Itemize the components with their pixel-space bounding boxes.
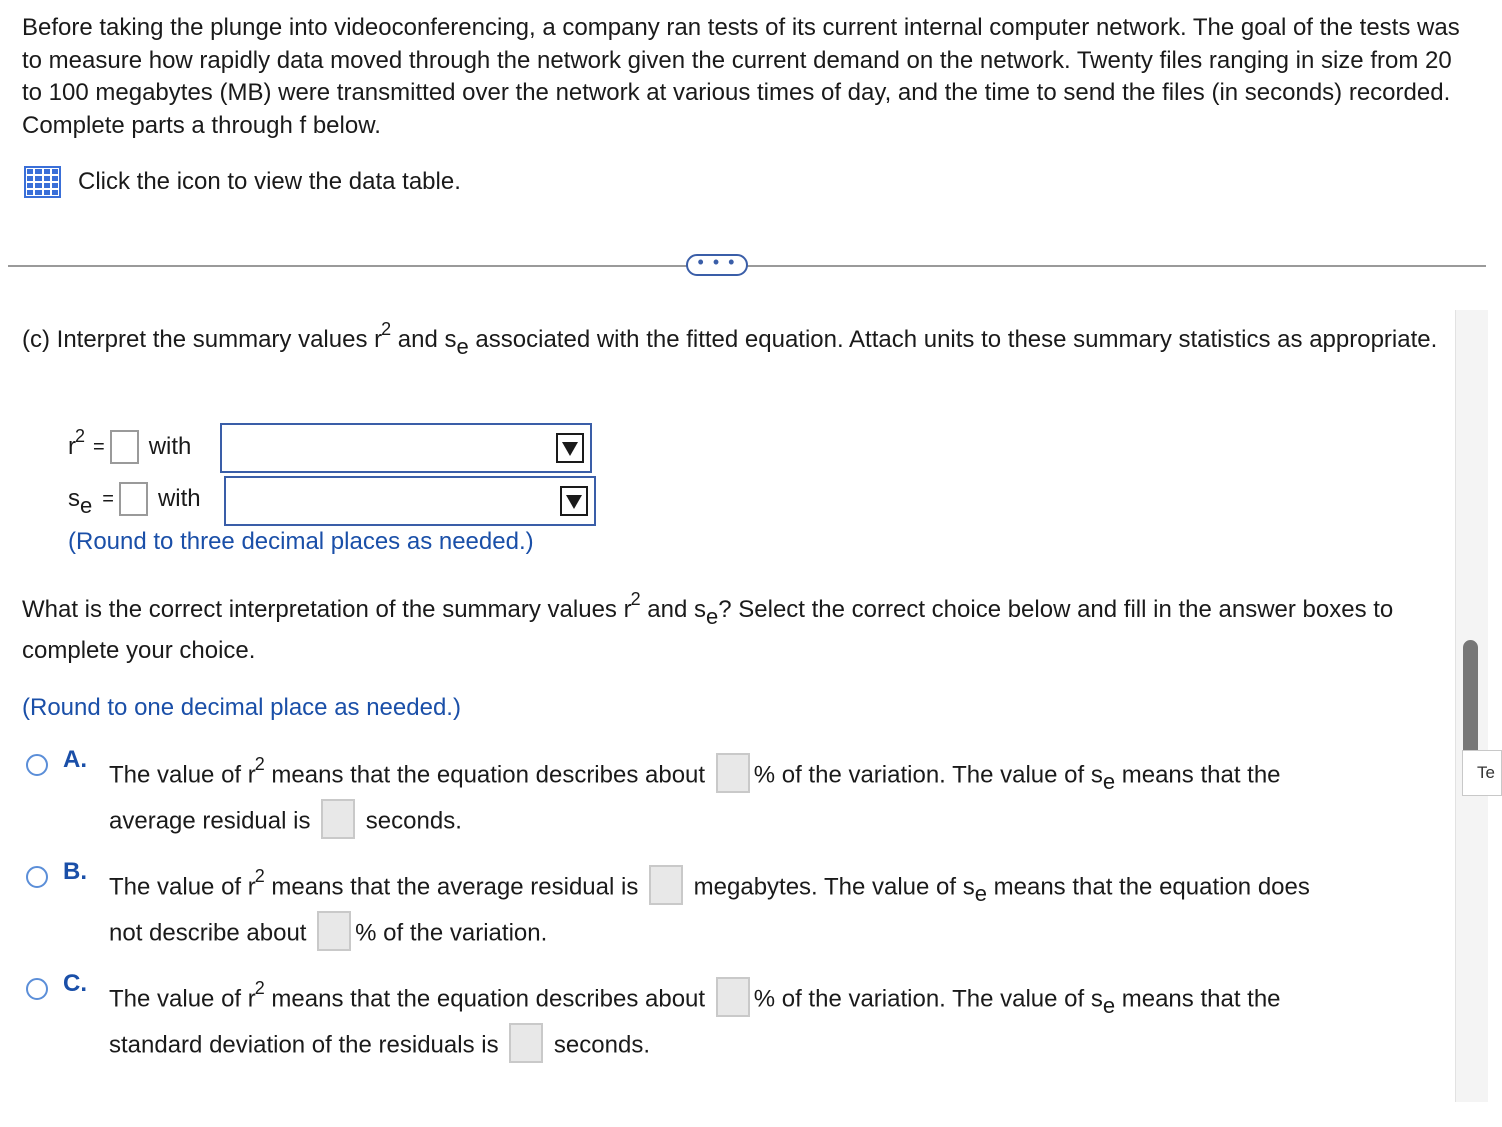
round-three-hint: (Round to three decimal places as needed.) <box>68 528 534 555</box>
choice-b-megabytes-input[interactable] <box>649 865 683 905</box>
r-squared-label: $r^2$ <box>68 426 86 460</box>
se-label: $s_e$ <box>68 485 93 518</box>
round-one-hint: (Round to one decimal place as needed.) <box>22 694 461 721</box>
se-input[interactable] <box>119 482 148 516</box>
choice-c-line2: standard deviation of the residuals is seconds. <box>109 1026 650 1066</box>
choice-a-line1: The value of $r^2$ means that the equation describes about % of the variation. The value of $s_e$ means that the <box>109 754 1281 795</box>
se-units-select[interactable] <box>224 476 596 526</box>
choice-a-letter: A. <box>63 746 87 773</box>
interpretation-question: What is the correct interpretation of the summary values $r^2$ and $s_e$? Select the correct choice below and fill in the answer boxes to complete your choice. <box>22 589 1394 664</box>
scrollbar-thumb[interactable] <box>1463 640 1478 760</box>
data-table-link-label[interactable]: Click the icon to view the data table. <box>78 168 461 195</box>
choice-a-radio[interactable] <box>26 754 48 776</box>
choice-a-line2: average residual is seconds. <box>109 802 462 842</box>
choice-c-letter: C. <box>63 970 87 997</box>
data-table-link[interactable] <box>24 166 461 198</box>
choice-c-seconds-input[interactable] <box>509 1023 543 1063</box>
choice-b-line1: The value of $r^2$ means that the average residual is megabytes. The value of $s_e$ means that the equation does <box>109 866 1310 907</box>
dropdown-arrow-icon[interactable] <box>556 433 584 463</box>
choice-b-letter: B. <box>63 858 87 885</box>
expand-more-button[interactable]: • • • <box>686 254 748 276</box>
dropdown-arrow-icon[interactable] <box>560 486 588 516</box>
with-label: with <box>157 485 201 512</box>
choice-b-radio[interactable] <box>26 866 48 888</box>
problem-statement: Before taking the plunge into videoconferencing, a company ran tests of its current internal computer network. The goal of the tests was to measure how rapidly data moved through the network given the current demand on the network. Twenty files ranging in size from 20 to 100 megabytes (MB) were transmitted over the network at various times of day, and the time to send the files (in seconds) recorded. Complete parts a through f below. <box>22 14 1460 139</box>
choice-a-seconds-input[interactable] <box>321 799 355 839</box>
choice-c-line1: The value of $r^2$ means that the equation describes about % of the variation. The value of $s_e$ means that the <box>109 978 1281 1019</box>
choice-a-percent-input[interactable] <box>716 753 750 793</box>
choice-b-line2: not describe about % of the variation. <box>109 914 547 954</box>
se-row: $s_e$ = with <box>68 482 201 516</box>
table-grid-icon[interactable] <box>24 166 61 198</box>
part-c-prompt: (c) Interpret the summary values $r^2$ and $s_e$ associated with the fitted equation. Attach units to these summary statistics as appropriate. <box>22 319 1438 359</box>
choice-b-percent-input[interactable] <box>317 911 351 951</box>
r-squared-input[interactable] <box>110 430 139 464</box>
choice-c-percent-input[interactable] <box>716 977 750 1017</box>
choice-c-radio[interactable] <box>26 978 48 1000</box>
with-label: with <box>148 433 192 460</box>
r-squared-row: $r^2$ = with <box>68 430 191 464</box>
r-squared-units-select[interactable] <box>220 423 592 473</box>
side-panel-tab[interactable]: Te <box>1462 750 1502 796</box>
